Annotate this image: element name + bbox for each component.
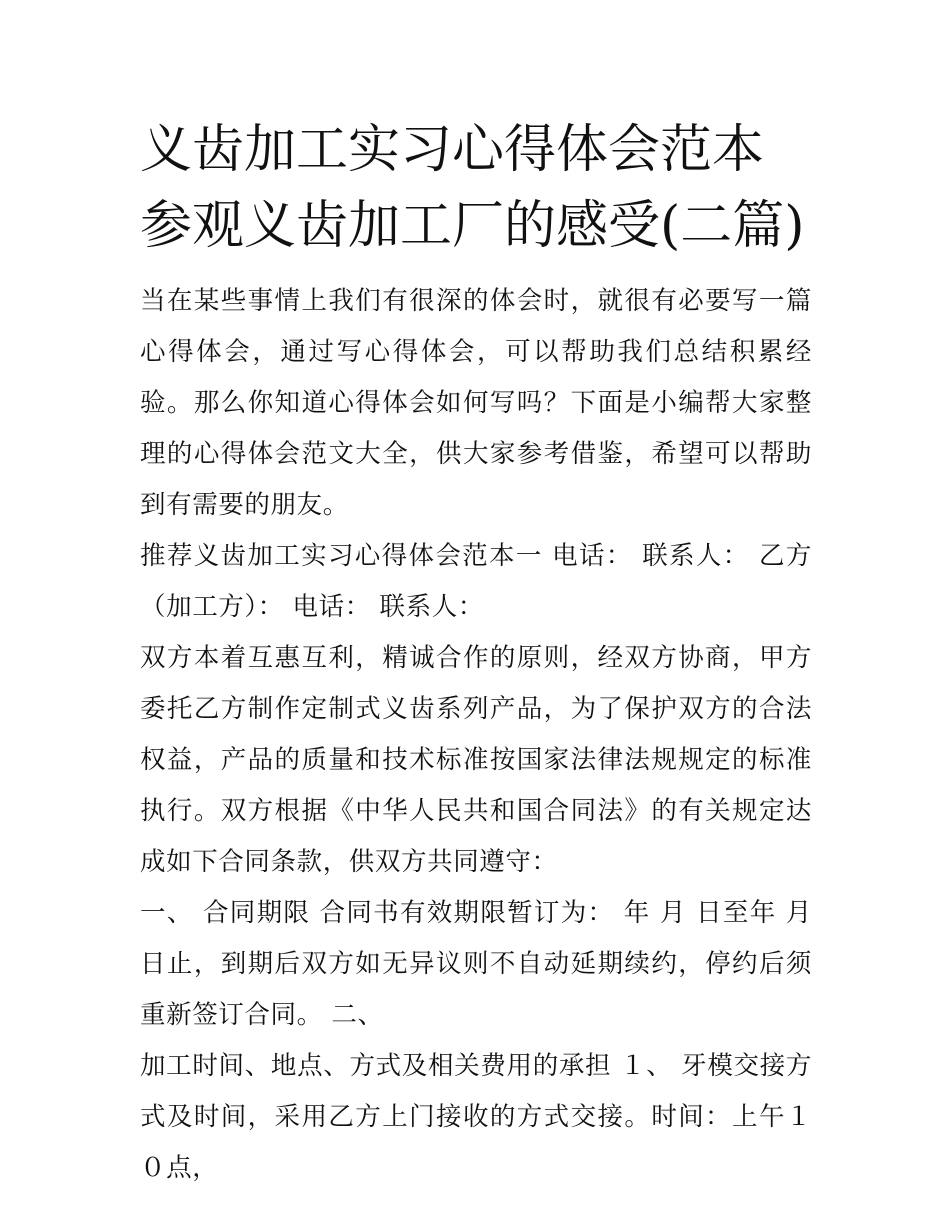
document-body	[140, 276, 812, 1194]
paragraph-processing-terms: 加工时间、地点、方式及相关费用的承担 １、 牙模交接方式及时间，采用乙方上门接收的方式交接。时间：上午１０点，	[140, 1051, 812, 1183]
paragraph-agreement: 双方本着互惠互利，精诚合作的原则，经双方协商，甲方委托乙方制作定制式义齿系列产品，为了保护双方的合法权益，产品的质量和技术标准按国家法律法规规定的标准执行。双方根据《中华人民共和国合同法》的有关规定达成如下合同条款，供双方共同遵守：	[140, 643, 812, 877]
document-title: 义齿加工实习心得体会范本 参观义齿加工厂的感受(二篇)	[140, 120, 805, 256]
paragraph-contact-info: 推荐义齿加工实习心得体会范本一 电话： 联系人： 乙方（加工方）： 电话： 联系人：	[140, 541, 812, 622]
paragraph-intro: 当在某些事情上我们有很深的体会时，就很有必要写一篇心得体会，通过写心得体会，可以帮助我们总结积累经验。那么你知道心得体会如何写吗？下面是小编帮大家整理的心得体会范文大全，供大家参考借鉴，希望可以帮助到有需要的朋友。	[140, 286, 812, 520]
paragraph-contract-term: 一、 合同期限 合同书有效期限暂订为： 年 月 日至年 月 日止，到期后双方如无异议则不自动延期续约，停约后须重新签订合同。 二、	[140, 898, 812, 1030]
